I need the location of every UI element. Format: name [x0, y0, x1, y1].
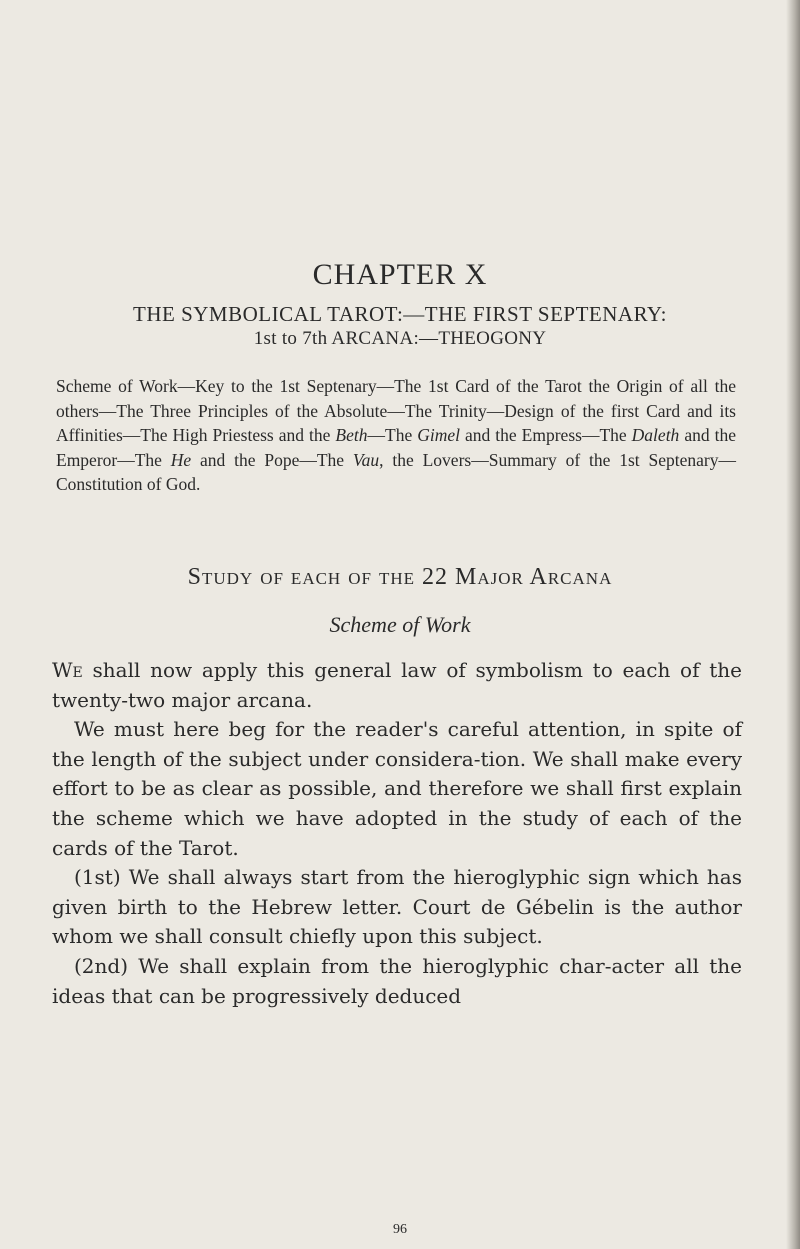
summary-beth: Beth: [335, 425, 368, 445]
chapter-title-line-2: 1st to 7th ARCANA:—THEOGONY: [253, 328, 547, 349]
summary-text: and the Pope—The: [191, 449, 353, 470]
summary-text: , the Lovers—Summary of the 1st Septenary—Constitution of God.: [56, 449, 736, 494]
summary-daleth: Daleth: [631, 425, 680, 445]
paragraph-4: (2nd) We shall explain from the hieroglyphic char-acter all the ideas that can be progressively deduced: [52, 953, 742, 1008]
summary-gimel: Gimel: [417, 425, 460, 445]
paragraph-3: (1st) We shall always start from the hieroglyphic sign which has given birth to the Hebrew letter. Court de Gébelin is the author whom we shall consult chiefly upon this subject.: [52, 865, 742, 949]
chapter-summary: [56, 374, 736, 497]
paragraph-lead: We: [52, 658, 83, 682]
summary-text: and the Emperor—The: [56, 425, 736, 470]
body-text: [52, 656, 742, 1011]
subsection-heading: Scheme of Work: [329, 612, 471, 637]
chapter-heading: CHAPTER X: [312, 258, 488, 291]
section-heading: Study of each of the 22 Major Arcana: [187, 564, 613, 590]
page-number: 96: [393, 1222, 407, 1237]
summary-text: and the Empress—The: [460, 425, 632, 445]
chapter-title-line-1: THE SYMBOLICAL TAROT:—THE FIRST SEPTENARY:: [133, 302, 667, 326]
summary-text: —The: [367, 425, 418, 445]
summary-text: Scheme of Work—Key to the 1st Septenary—The 1st Card of the Tarot the Origin of all the others—The Three Principles of the Absolute—The Trinity—Design of the first Card and its Affinities—The High Priestess and the: [56, 376, 736, 445]
summary-vau: Vau: [352, 449, 380, 470]
paragraph-text: shall now apply this general law of symbolism to each of the twenty-two major arcana.: [52, 658, 742, 712]
paragraph-1: [52, 656, 742, 715]
summary-he: He: [170, 449, 192, 470]
paragraph-2: We must here beg for the reader's careful attention, in spite of the length of the subject under considera-tion. We shall make every effort to be as clear as possible, and therefore we shall first explain the scheme which we have adopted in the study of each of the cards of the Tarot.: [52, 717, 742, 860]
